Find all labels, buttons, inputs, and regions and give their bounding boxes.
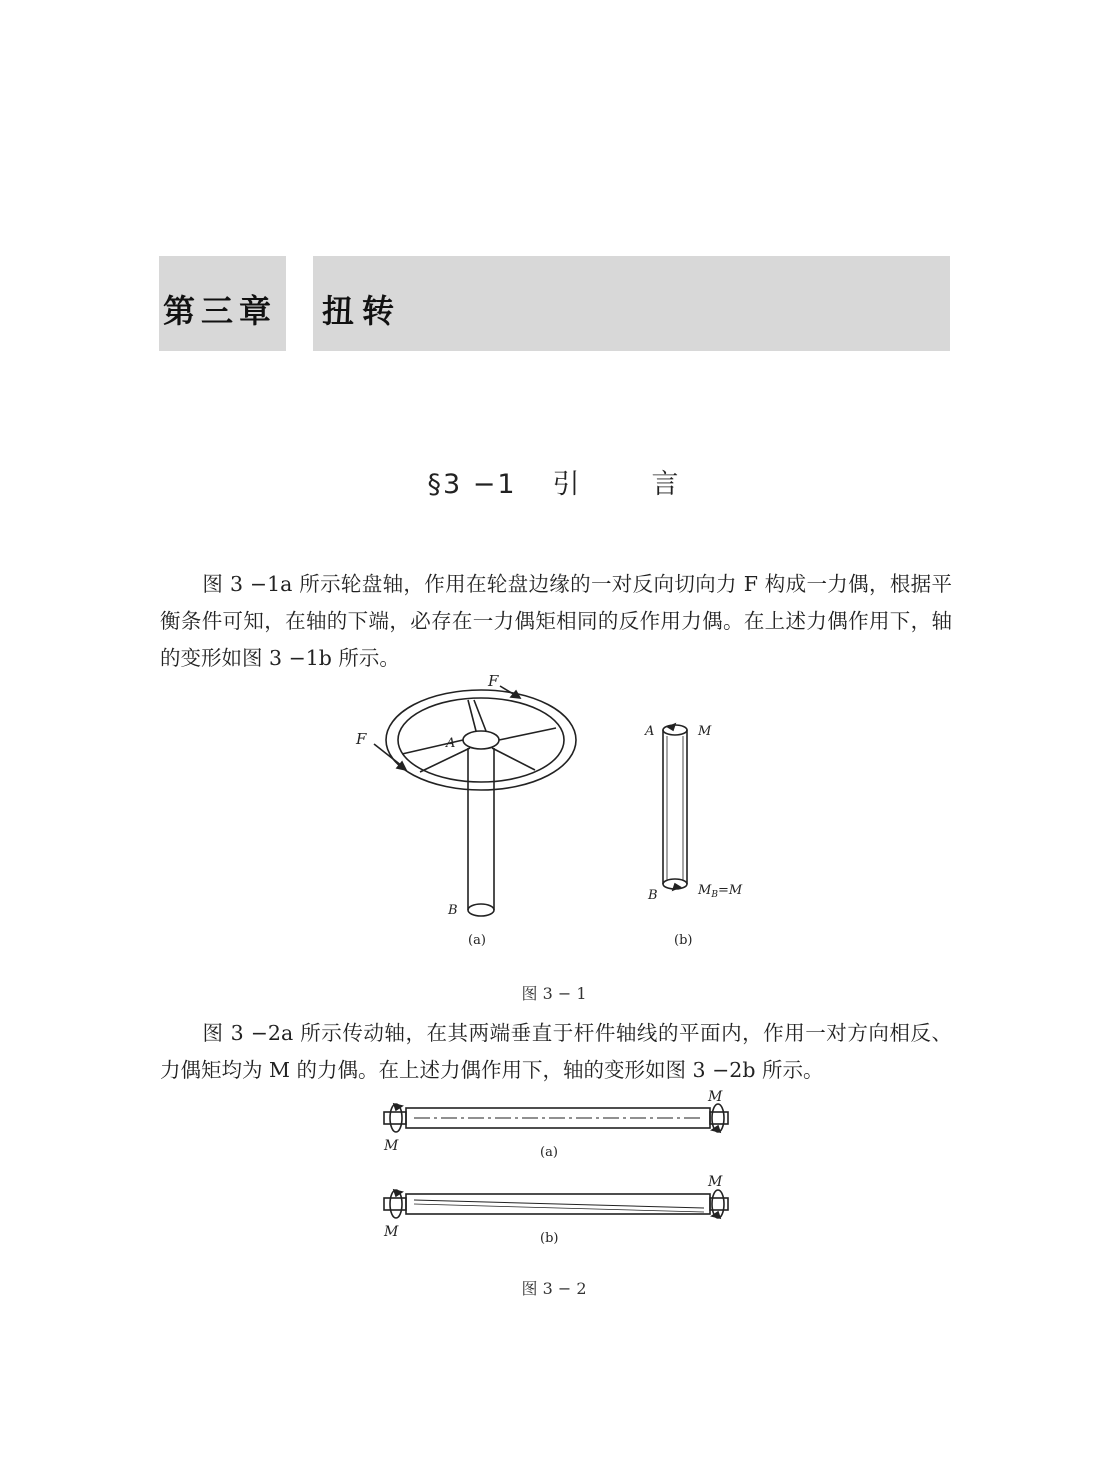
label-F-top: F xyxy=(488,672,499,690)
subfigure-label-a: (a) xyxy=(468,933,486,948)
figure-3-1-caption: 图 3 − 1 xyxy=(521,984,587,1003)
label-M-2b-left: M xyxy=(384,1224,399,1240)
shaft-diagram-b xyxy=(663,724,687,890)
label-F-left: F xyxy=(356,730,367,748)
chapter-title-box xyxy=(313,256,950,351)
paragraph-2-text: 图 3 −2a 所示传动轴，在其两端垂直于杆件轴线的平面内，作用一对方向相反、力偶矩均为 M 的力偶。在上述力偶作用下，轴的变形如图 3 −2b 所示。 xyxy=(160,1021,952,1082)
figure-3-2 xyxy=(374,1088,744,1253)
label-M-2b-right: M xyxy=(708,1174,723,1190)
label-M-bottom: $M_B=M$ xyxy=(698,883,743,900)
chapter-number: 第三章 xyxy=(163,292,278,330)
paragraph-1-text: 图 3 −1a 所示轮盘轴，作用在轮盘边缘的一对反向切向力 F 构成一力偶，根据平衡条件可知，在轴的下端，必存在一力偶矩相同的反作用力偶。在上述力偶作用下，轴的变形如图 3 −1b 所示。 xyxy=(160,572,952,670)
section-number: §3 −1 xyxy=(427,469,517,500)
label-B-a: B xyxy=(448,903,458,918)
chapter-title: 扭转 xyxy=(322,292,403,330)
label-A-a: A xyxy=(446,736,456,751)
label-M-top: M xyxy=(698,724,712,739)
label-M-2a-left: M xyxy=(384,1138,399,1154)
section-title xyxy=(0,462,1108,501)
paragraph-1 xyxy=(160,566,952,677)
subfigure-2b-label: (b) xyxy=(540,1231,559,1246)
label-B-b: B xyxy=(648,888,658,903)
subfigure-2a-label: (a) xyxy=(540,1145,558,1160)
handwheel-diagram xyxy=(374,686,576,916)
section-title-b: 言 xyxy=(651,469,681,500)
figure-3-1 xyxy=(340,672,770,962)
section-title-a: 引 xyxy=(552,469,582,500)
shaft-diagram-2a xyxy=(384,1104,728,1132)
label-M-2a-right: M xyxy=(708,1089,723,1105)
label-A-b: A xyxy=(645,724,655,739)
paragraph-2 xyxy=(160,1015,952,1089)
figure-3-2-caption: 图 3 − 2 xyxy=(521,1279,587,1298)
subfigure-label-b: (b) xyxy=(674,933,693,948)
shaft-diagram-2b xyxy=(384,1190,728,1218)
